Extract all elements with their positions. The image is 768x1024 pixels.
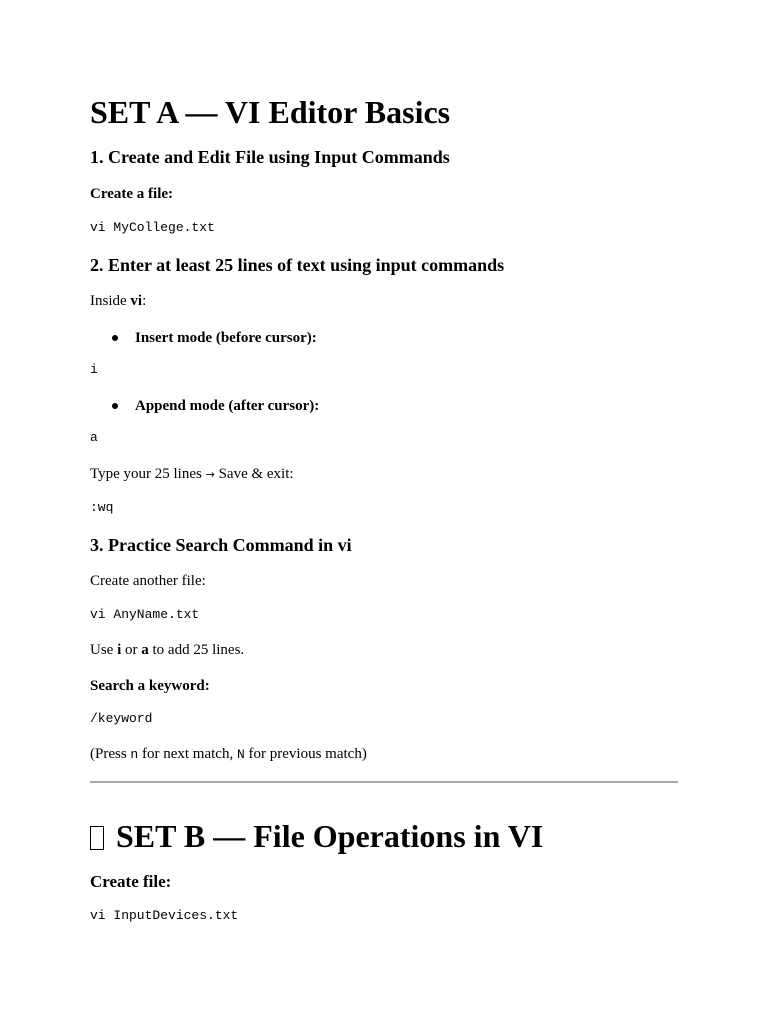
create-file-label: Create a file: [90,186,174,202]
section-3-heading: 3. Practice Search Command in vi [90,535,352,555]
list-item-append-mode [112,396,319,416]
use-i-bold: i [117,642,122,658]
use-a-bold: a [141,642,149,658]
set-b-title [90,818,543,854]
list-item-insert-mode [112,328,317,348]
key-n: n [130,747,139,762]
code-i: i [90,362,98,377]
set-b-title-text: SET B — File Operations in VI [116,818,544,854]
create-another-file-text: Create another file: [90,573,206,589]
missing-glyph-icon [90,826,104,850]
save-exit-text: Save & exit: [214,466,294,482]
insert-mode-label: Insert mode (before cursor): [135,330,317,346]
create-file-label-b: Create file: [90,872,172,891]
key-N: N [236,747,245,762]
code-wq: :wq [90,500,114,515]
inside-vi-text [90,291,146,311]
bullet-icon [112,335,118,341]
type-lines-text [90,464,294,485]
code-vi-mycollege: vi MyCollege.txt [90,220,215,235]
section-2-heading: 2. Enter at least 25 lines of text using input commands [90,255,505,275]
code-vi-inputdevices: vi InputDevices.txt [90,908,239,923]
append-mode-label: Append mode (after cursor): [135,398,320,414]
set-a-title: SET A — VI Editor Basics [90,94,451,130]
section-1-heading: 1. Create and Edit File using Input Commands [90,147,450,167]
horizontal-divider [90,781,678,783]
inside-suffix: : [142,293,147,309]
use-or: or [121,642,142,658]
bullet-icon [112,403,118,409]
search-keyword-label: Search a keyword: [90,678,210,694]
use-i-or-a-text [90,640,244,660]
type-lines-prefix: Type your 25 lines [90,466,206,482]
inside-prefix: Inside [90,293,131,309]
code-a: a [90,430,98,445]
right-arrow-icon: → [205,468,215,481]
inside-vi-bold: vi [130,293,143,309]
press-part-3: for previous match) [244,746,367,762]
press-n-text [90,744,367,765]
press-part-2: for next match, [138,746,237,762]
code-vi-anyname: vi AnyName.txt [90,607,200,622]
use-prefix: Use [90,642,118,658]
use-suffix: to add 25 lines. [148,642,245,658]
press-part-1: (Press [90,746,131,762]
code-keyword: /keyword [90,711,153,726]
